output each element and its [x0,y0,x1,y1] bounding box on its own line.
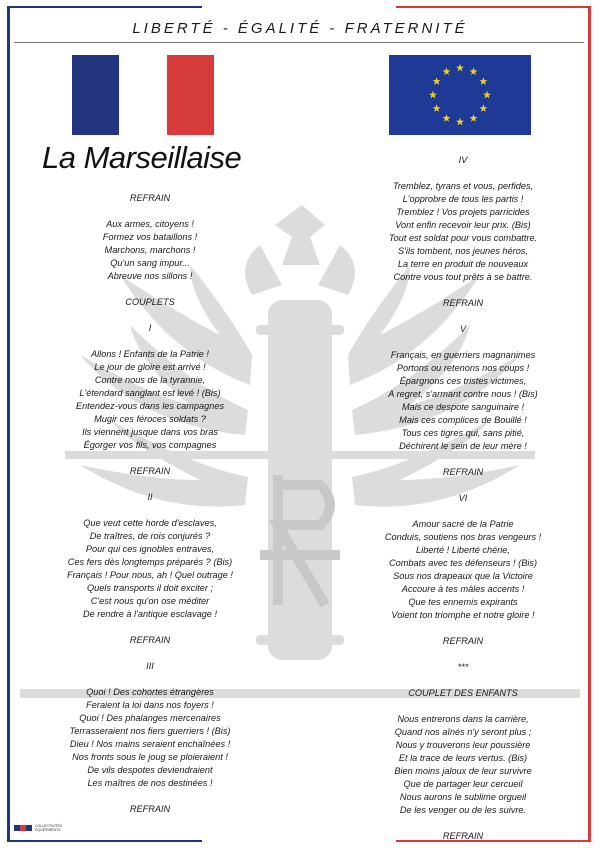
lyric-line: S'ils tombent, nos jeunes héros, [398,246,528,256]
lyric-line: Mais ces complices de Bouillé ! [399,415,527,425]
lyric-line: Nous entrerons dans la carrière, [397,714,529,724]
lyric-line: Amour sacré de la Patrie [412,519,514,529]
stanza-gap [40,309,260,322]
eu-star-icon [429,91,437,99]
stanza-gap [347,453,579,466]
lyric-line: Vont enfin recevoir leur prix. (Bis) [395,220,531,230]
eu-star-icon [456,64,464,72]
french-flag [72,55,214,135]
eu-star-icon [470,67,478,75]
stanza-gap [40,504,260,517]
section-heading: COUPLETS [125,297,175,307]
lyric-line: Mais ce despote sanguinaire ! [401,402,525,412]
eu-star-icon [443,114,451,122]
eu-stars-icon [389,55,531,135]
eu-star-icon [443,67,451,75]
lyric-line: De rendre à l'antique esclavage ! [82,609,218,619]
frame-border-top [7,6,591,8]
section-heading: REFRAIN [442,831,484,841]
section-heading: REFRAIN [129,193,171,203]
section-heading: III [146,661,154,671]
page-title: La Marseillaise [42,140,242,175]
stanza-gap [347,336,579,349]
lyric-line: Déchirent le sein de leur mère ! [399,441,527,451]
eu-star-icon [456,118,464,126]
lyric-line: Tremblez, tyrans et vous, perfides, [392,181,534,191]
lyric-line: Que de partager leur cercueil [403,779,523,789]
lyric-line: Feraient la loi dans nos foyers ! [86,700,214,710]
eu-star-icon [479,104,487,112]
stanza-gap [40,283,260,296]
lyric-line: Quand nos aînés n'y seront plus ; [394,727,532,737]
lyric-line: Français, en guerriers magnanimes [390,350,536,360]
lyric-line: Terrasseraient nos fiers guerriers ! (Bis) [69,726,231,736]
lyric-line: Nous y trouverons leur poussière [395,740,531,750]
lyric-line: Les maîtres de nos destinées ! [87,778,213,788]
lyric-line: Tremblez ! Vos projets parricides [396,207,530,217]
eu-star-icon [433,77,441,85]
section-heading: VI [458,493,468,503]
stanza-gap [40,790,260,803]
stanza-gap [347,817,579,830]
lyric-line: Ces fers dès longtemps préparés ? (Bis) [67,557,233,567]
lyric-line: C'est nous qu'on ose méditer [90,596,210,606]
lyric-line: Aux armes, citoyens ! [106,219,194,229]
lyric-line: Dieu ! Nos mains seraient enchaînées ! [69,739,231,749]
logo-line-1: COLLECTIVITÉS [35,824,63,828]
stanza-gap [347,167,579,180]
eu-star-icon [483,91,491,99]
lyric-line: De vils despotes deviendraient [87,765,213,775]
lyric-line: Liberté ! Liberté chérie, [416,545,510,555]
section-heading: REFRAIN [129,635,171,645]
lyric-line: Accoure à tes mâles accents ! [401,584,525,594]
section-heading: REFRAIN [442,636,484,646]
section-heading: REFRAIN [442,467,484,477]
lyric-line: Que tes ennemis expirants [408,597,518,607]
lyric-line: Que veut cette horde d'esclaves, [83,518,217,528]
lyric-line: Tout est soldat pour vous combattre. [388,233,538,243]
lyric-line: Quoi ! Des phalanges mercenaires [79,713,221,723]
stanza-gap [347,648,579,661]
lyric-line: Formez vos bataillons ! [102,232,198,242]
lyric-line: Nos fronts sous le joug se ploieraient ! [72,752,228,762]
lyric-line: Bien moins jaloux de leur survivre [394,766,532,776]
logo-line-2: ÉQUIPEMENTS [35,828,61,832]
motto: LIBERTÉ - ÉGALITÉ - FRATERNITÉ [132,20,468,37]
lyric-line: Français ! Pour nous, ah ! Quel outrage ! [67,570,233,580]
stanza-gap [347,479,579,492]
lyric-line: Ils viennent jusque dans vos bras [82,427,218,437]
frame-border-left [7,6,10,842]
lyric-line: Abreuve nos sillons ! [107,271,193,281]
section-heading: I [148,323,152,333]
stanza-gap [40,452,260,465]
section-heading: *** [457,662,469,672]
lyric-line: Conduis, soutiens nos bras vengeurs ! [384,532,542,542]
stanza-gap [347,505,579,518]
european-flag [389,55,531,135]
stanza-gap [347,622,579,635]
stanza-gap [347,310,579,323]
stanza-gap [347,674,579,687]
lyrics-column-right [347,154,579,843]
stanza-gap [40,205,260,218]
lyric-line: De traîtres, de rois conjurés ? [89,531,211,541]
publisher-logo [14,824,62,832]
lyric-line: L'opprobre de tous les partis ! [402,194,524,204]
stanza-gap [40,335,260,348]
stanza-gap [347,284,579,297]
section-heading: II [147,492,153,502]
lyric-line: A regret, s'armant contre nous ! (Bis) [388,389,538,399]
stanza-gap [40,647,260,660]
lyric-line: Égorger vos fils, vos compagnes [83,440,217,450]
lyric-line: Voient ton triomphe et notre gloire ! [391,610,535,620]
lyric-line: Et la trace de leurs vertus. (Bis) [398,753,528,763]
stanza-gap [40,621,260,634]
section-heading: IV [458,155,468,165]
stanza-gap [347,700,579,713]
section-heading: REFRAIN [129,466,171,476]
lyric-line: Mugir ces féroces soldats ? [94,414,206,424]
lyric-line: Le jour de gloire est arrivé ! [94,362,206,372]
section-heading: COUPLET DES ENFANTS [408,688,518,698]
lyric-line: Pour qui ces ignobles entraves, [85,544,215,554]
eu-star-icon [470,114,478,122]
motto-divider [14,42,584,43]
lyric-line: De les venger ou de les suivre. [399,805,527,815]
lyric-line: Contre vous tout prêts à se battre. [393,272,533,282]
lyrics-column-left [40,192,260,816]
lyric-line: Sous nos drapeaux que la Victoire [393,571,533,581]
logo-mark-icon [14,825,32,831]
lyric-line: Contre nous de la tyrannie, [94,375,206,385]
lyric-line: L'étendard sanglant est levé ! (Bis) [79,388,221,398]
eu-star-icon [479,77,487,85]
stanza-gap [40,478,260,491]
lyric-line: Combats avec tes défenseurs ! (Bis) [388,558,538,568]
lyric-line: La terre en produit de nouveaux [397,259,529,269]
lyric-line: Qu'un sang impur... [110,258,190,268]
eu-star-icon [433,104,441,112]
lyric-line: Quoi ! Des cohortes étrangères [86,687,214,697]
frame-border-right [588,6,591,842]
lyric-line: Nous aurons le sublime orgueil [399,792,527,802]
lyric-line: Allons ! Enfants de la Patrie ! [91,349,209,359]
lyric-line: Marchons, marchons ! [104,245,196,255]
section-heading: REFRAIN [442,298,484,308]
lyric-line: Épargnons ces tristes victimes, [399,376,527,386]
lyric-line: Quels transports il doit exciter ; [86,583,214,593]
section-heading: V [459,324,467,334]
lyric-line: Entendez-vous dans les campagnes [75,401,225,411]
stanza-gap [40,673,260,686]
section-heading: REFRAIN [129,804,171,814]
lyric-line: Portons ou retenons nos coups ! [396,363,530,373]
lyric-line: Tous ces tigres qui, sans pitié, [401,428,525,438]
